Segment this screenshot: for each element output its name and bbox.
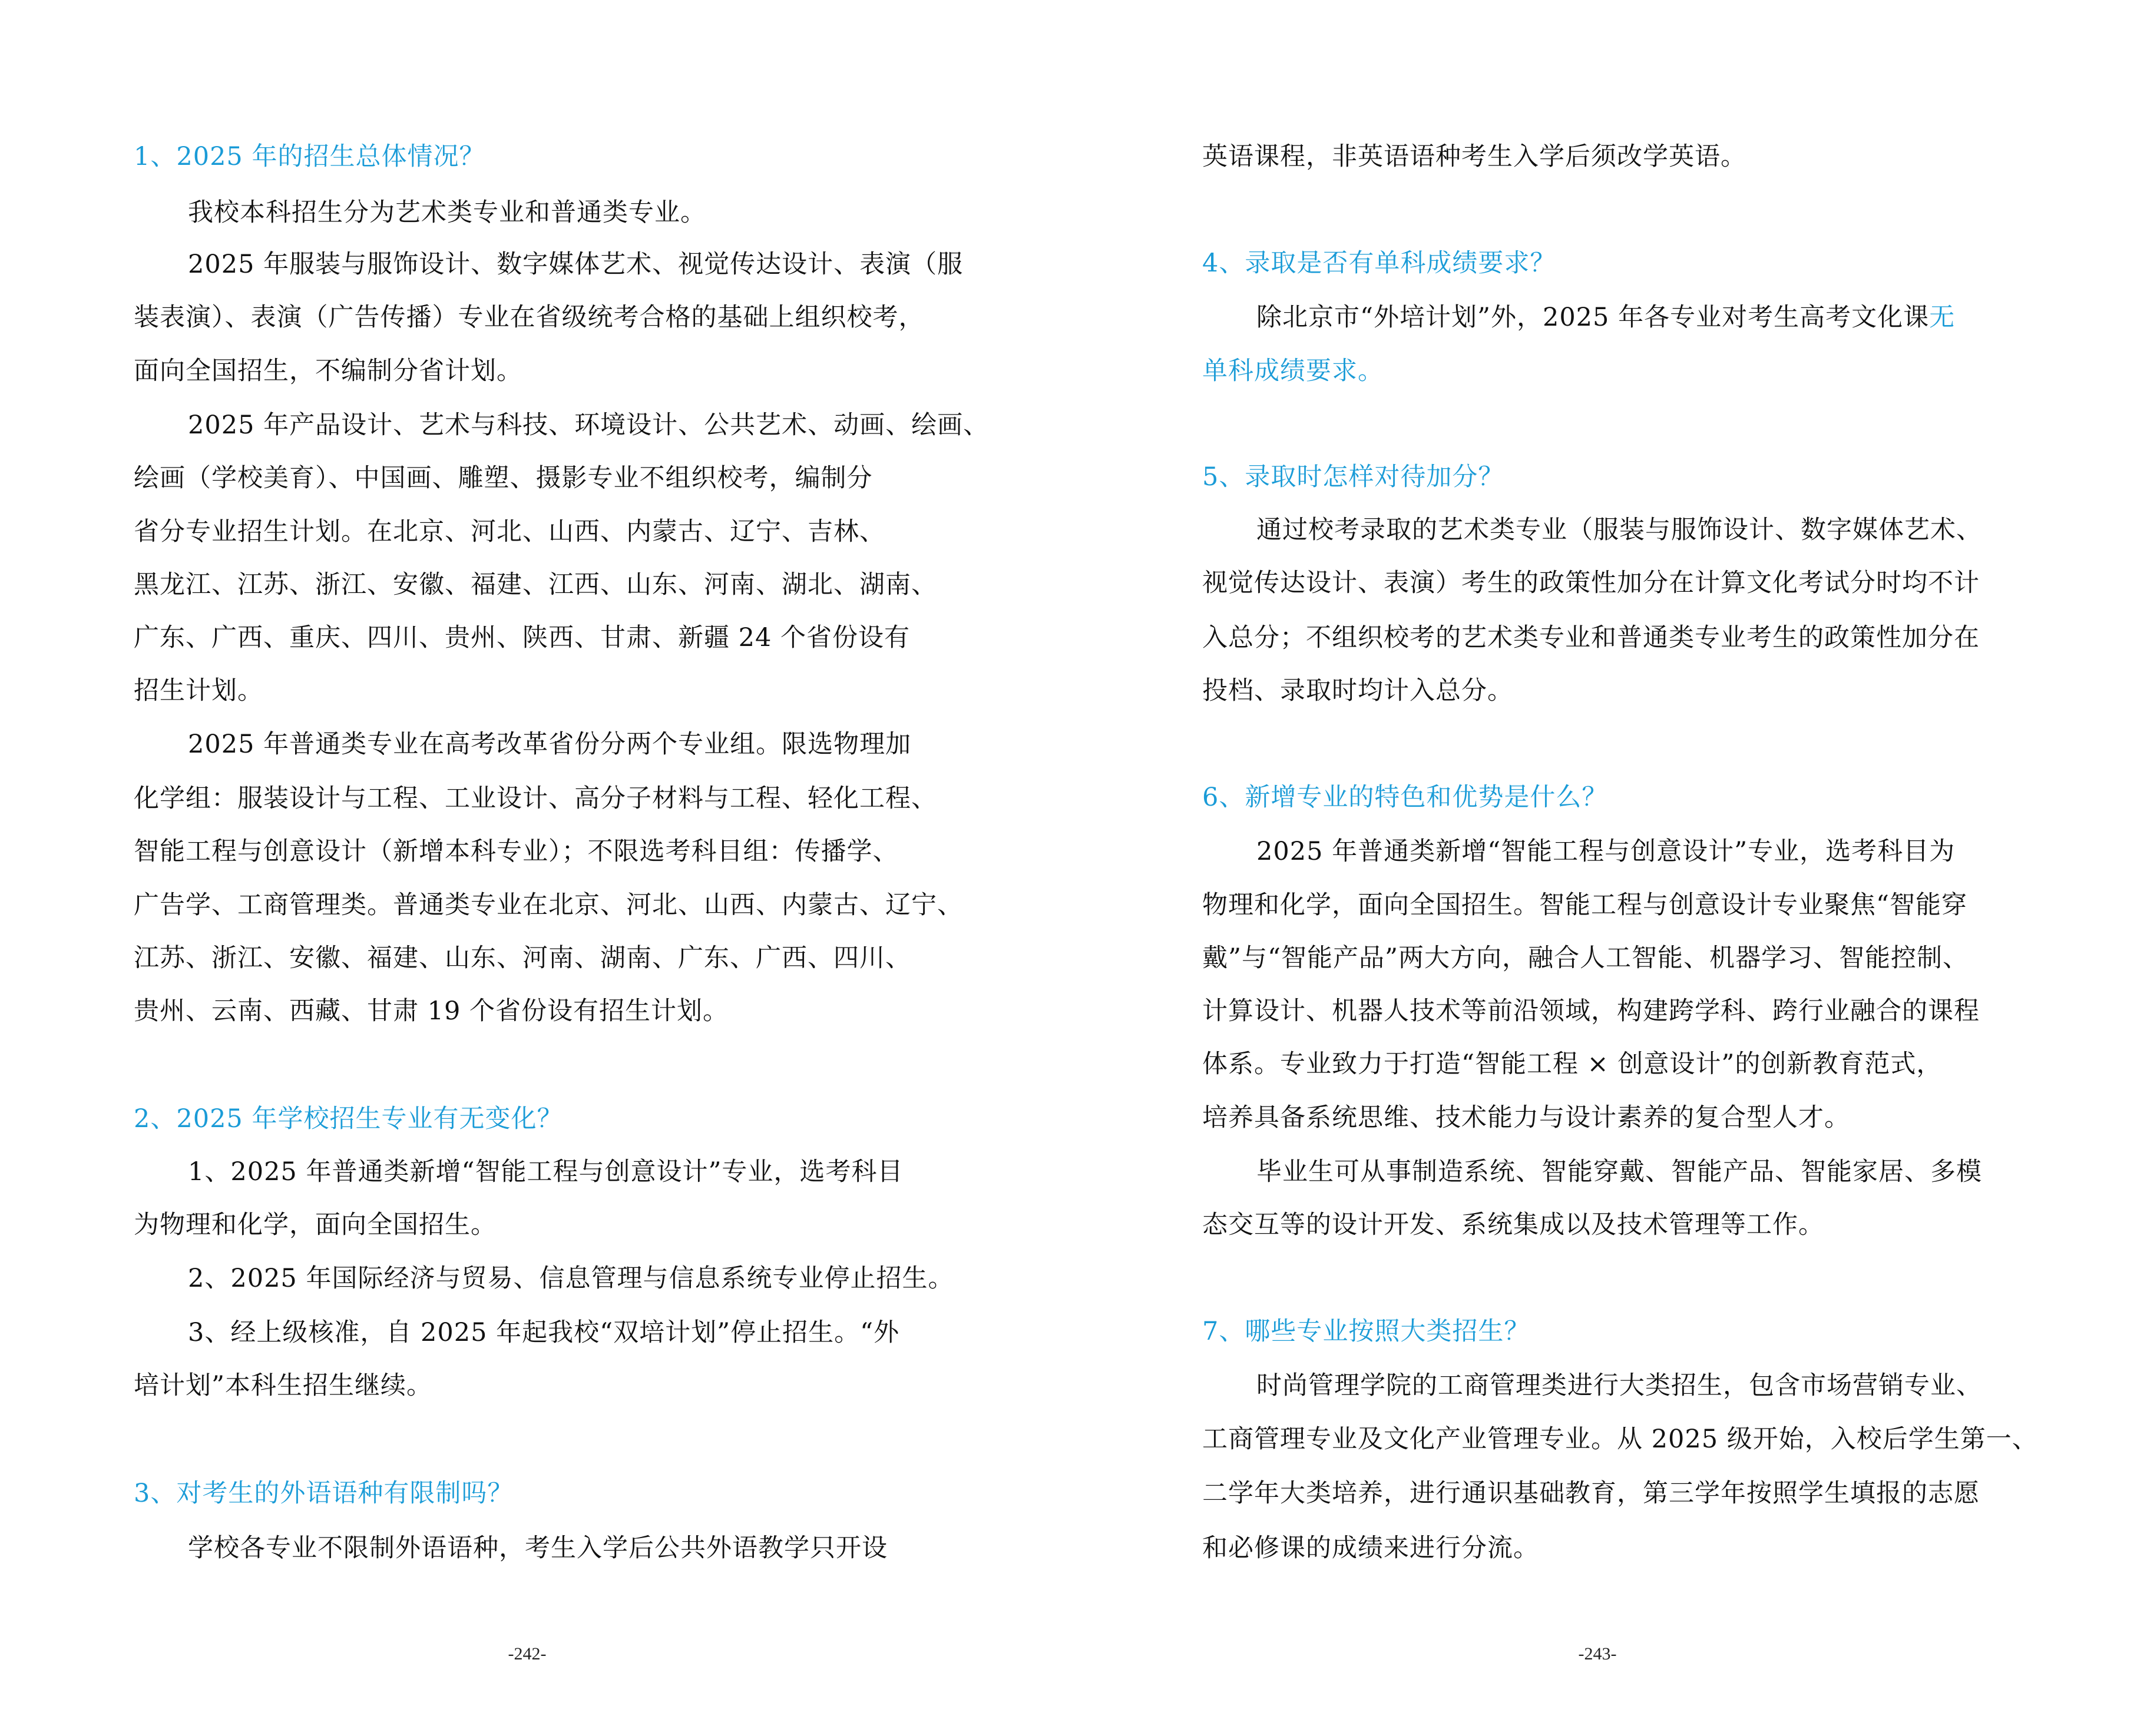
- line-text: 广告学、工商管理类。普通类专业在北京、河北、山西、内蒙古、辽宁、: [134, 890, 963, 920]
- line-text: 和必修课的成绩来进行分流。: [1202, 1533, 1539, 1563]
- line-text: 2025 年产品设计、艺术与科技、环境设计、公共艺术、动画、绘画、: [188, 410, 990, 440]
- paragraph-line: [1202, 611, 1980, 664]
- line-text: 时尚管理学院的工商管理类进行大类招生，包含市场营销专业、: [1256, 1371, 1982, 1400]
- page-number-right: -243-: [1578, 1644, 1617, 1664]
- paragraph-line: [134, 344, 522, 397]
- section-heading: [1202, 1305, 1530, 1358]
- paragraph-line: [1202, 932, 1969, 985]
- paragraph-line: [1202, 1522, 1539, 1575]
- paragraph-line: [1256, 503, 1982, 556]
- paragraph-line: [134, 1198, 497, 1251]
- paragraph-line: [134, 558, 937, 611]
- line-text: 态交互等的设计开发、系统集成以及技术管理等工作。: [1202, 1210, 1824, 1240]
- line-text: 培养具备系统思维、技术能力与设计素养的复合型人才。: [1202, 1103, 1850, 1132]
- line-text: 绘画（学校美育）、中国画、雕塑、摄影专业不组织校考，编制分: [134, 463, 873, 493]
- paragraph-line: [134, 932, 911, 985]
- paragraph-line: [134, 1359, 432, 1412]
- paragraph-line: [134, 985, 729, 1038]
- paragraph-line: [188, 399, 989, 452]
- paragraph-line: [134, 825, 899, 878]
- line-text: 3、对考生的外语语种有限制吗？: [134, 1479, 514, 1508]
- line-text: 物理和化学，面向全国招生。智能工程与创意设计专业聚焦“智能穿: [1202, 890, 1967, 920]
- line-text: 化学组：服装设计与工程、工业设计、高分子材料与工程、轻化工程、: [134, 784, 937, 813]
- highlighted-text: 无: [1929, 303, 1956, 332]
- paragraph-line: [134, 291, 925, 344]
- section-heading: [1202, 450, 1504, 503]
- paragraph-line: [188, 718, 911, 771]
- paragraph-line: [188, 1306, 899, 1359]
- line-text: 戴”与“智能产品”两大方向，融合人工智能、机器学习、智能控制、: [1202, 943, 1969, 973]
- paragraph-line: [1202, 1091, 1850, 1144]
- line-text: 2025 年普通类新增“智能工程与创意设计”专业，选考科目为: [1256, 837, 1956, 866]
- paragraph-line: [1202, 1038, 1942, 1091]
- line-text: 我校本科招生分为艺术类专业和普通类专业。: [188, 198, 706, 227]
- line-text: 1、2025 年的招生总体情况？: [134, 142, 485, 171]
- paragraph-line: [188, 1252, 954, 1305]
- line-text: 2025 年服装与服饰设计、数字媒体艺术、视觉传达设计、表演（服: [188, 250, 964, 279]
- paragraph-line: [1202, 664, 1513, 717]
- section-heading: [134, 1467, 513, 1520]
- line-text: 江苏、浙江、安徽、福建、山东、河南、湖南、广东、广西、四川、: [134, 943, 911, 973]
- paragraph-line: [134, 452, 873, 505]
- paragraph-line: [134, 505, 885, 558]
- line-text: 二学年大类培养，进行通识基础教育，第三学年按照学生填报的志愿: [1202, 1479, 1980, 1508]
- line-text: 1、2025 年普通类新增“智能工程与创意设计”专业，选考科目: [188, 1157, 904, 1187]
- paragraph-line: [134, 772, 937, 825]
- line-text: 体系。专业致力于打造“智能工程 × 创意设计”的创新教育范式，: [1202, 1049, 1943, 1079]
- line-text: 智能工程与创意设计（新增本科专业）；不限选考科目组：传播学、: [134, 837, 899, 866]
- line-text: 黑龙江、江苏、浙江、安徽、福建、江西、山东、河南、湖北、湖南、: [134, 570, 937, 599]
- paragraph-line: [1256, 1359, 1982, 1412]
- paragraph-line: [1202, 1198, 1824, 1251]
- line-text: 为物理和化学，面向全国招生。: [134, 1210, 497, 1240]
- paragraph-line: [134, 611, 910, 664]
- paragraph-line: [134, 664, 263, 717]
- paragraph-line: [1202, 130, 1746, 183]
- paragraph-line: [1256, 825, 1955, 878]
- paragraph-line: [1202, 1467, 1980, 1520]
- line-text: 6、新增专业的特色和优势是什么？: [1202, 783, 1608, 812]
- line-text: 贵州、云南、西藏、甘肃 19 个省份设有招生计划。: [134, 996, 729, 1026]
- line-text: 通过校考录取的艺术类专业（服装与服饰设计、数字媒体艺术、: [1256, 515, 1982, 545]
- line-text: 除北京市“外培计划”外，2025 年各专业对考生高考文化课: [1256, 303, 1930, 332]
- paragraph-line: [1202, 344, 1384, 397]
- paragraph-line: [134, 879, 963, 932]
- line-text: 5、录取时怎样对待加分？: [1202, 462, 1504, 492]
- line-text: 工商管理专业及文化产业管理专业。从 2025 级开始，入校后学生第一、: [1202, 1424, 2038, 1454]
- line-text: 3、经上级核准，自 2025 年起我校“双培计划”停止招生。“外: [188, 1318, 900, 1347]
- line-text: 面向全国招生，不编制分省计划。: [134, 356, 522, 386]
- paragraph-line: [188, 1145, 903, 1198]
- paragraph-line: [188, 238, 963, 291]
- page-left: [0, 0, 1068, 1736]
- line-text: 毕业生可从事制造系统、智能穿戴、智能产品、智能家居、多模: [1256, 1157, 1982, 1187]
- page-right: [1068, 0, 2137, 1736]
- line-text: 2025 年普通类专业在高考改革省份分两个专业组。限选物理加: [188, 730, 912, 759]
- paragraph-line: [188, 186, 706, 239]
- line-text: 计算设计、机器人技术等前沿领域，构建跨学科、跨行业融合的课程: [1202, 996, 1980, 1026]
- line-text: 招生计划。: [134, 676, 263, 705]
- line-text: 2、2025 年学校招生专业有无变化？: [134, 1104, 563, 1134]
- line-text: 培计划”本科生招生继续。: [134, 1371, 432, 1400]
- section-heading: [134, 1092, 563, 1145]
- line-text: 4、录取是否有单科成绩要求？: [1202, 249, 1556, 278]
- section-heading: [1202, 237, 1556, 290]
- paragraph-line: [1256, 1145, 1982, 1198]
- paragraph-line: [1256, 291, 1955, 344]
- line-text: 2、2025 年国际经济与贸易、信息管理与信息系统专业停止招生。: [188, 1264, 954, 1293]
- highlighted-text: 单科成绩要求。: [1202, 356, 1384, 386]
- section-heading: [1202, 771, 1607, 824]
- line-text: 装表演）、表演（广告传播）专业在省级统考合格的基础上组织校考，: [134, 303, 925, 332]
- paragraph-line: [1202, 1413, 2038, 1466]
- line-text: 省分专业招生计划。在北京、河北、山西、内蒙古、辽宁、吉林、: [134, 517, 885, 546]
- line-text: 投档、录取时均计入总分。: [1202, 676, 1513, 705]
- line-text: 广东、广西、重庆、四川、贵州、陕西、甘肃、新疆 24 个省份设有: [134, 623, 911, 652]
- line-text: 英语课程，非英语语种考生入学后须改学英语。: [1202, 142, 1746, 171]
- paragraph-line: [1202, 556, 1980, 609]
- paragraph-line: [1202, 879, 1967, 932]
- line-text: 视觉传达设计、表演）考生的政策性加分在计算文化考试分时均不计: [1202, 568, 1980, 598]
- section-heading: [134, 130, 485, 183]
- line-text: 入总分；不组织校考的艺术类专业和普通类专业考生的政策性加分在: [1202, 623, 1980, 652]
- paragraph-line: [188, 1522, 888, 1575]
- line-text: 7、哪些专业按照大类招生？: [1202, 1317, 1530, 1346]
- page-number-left: -242-: [508, 1644, 547, 1664]
- line-text: 学校各专业不限制外语语种，考生入学后公共外语教学只开设: [188, 1533, 888, 1563]
- paragraph-line: [1202, 985, 1980, 1038]
